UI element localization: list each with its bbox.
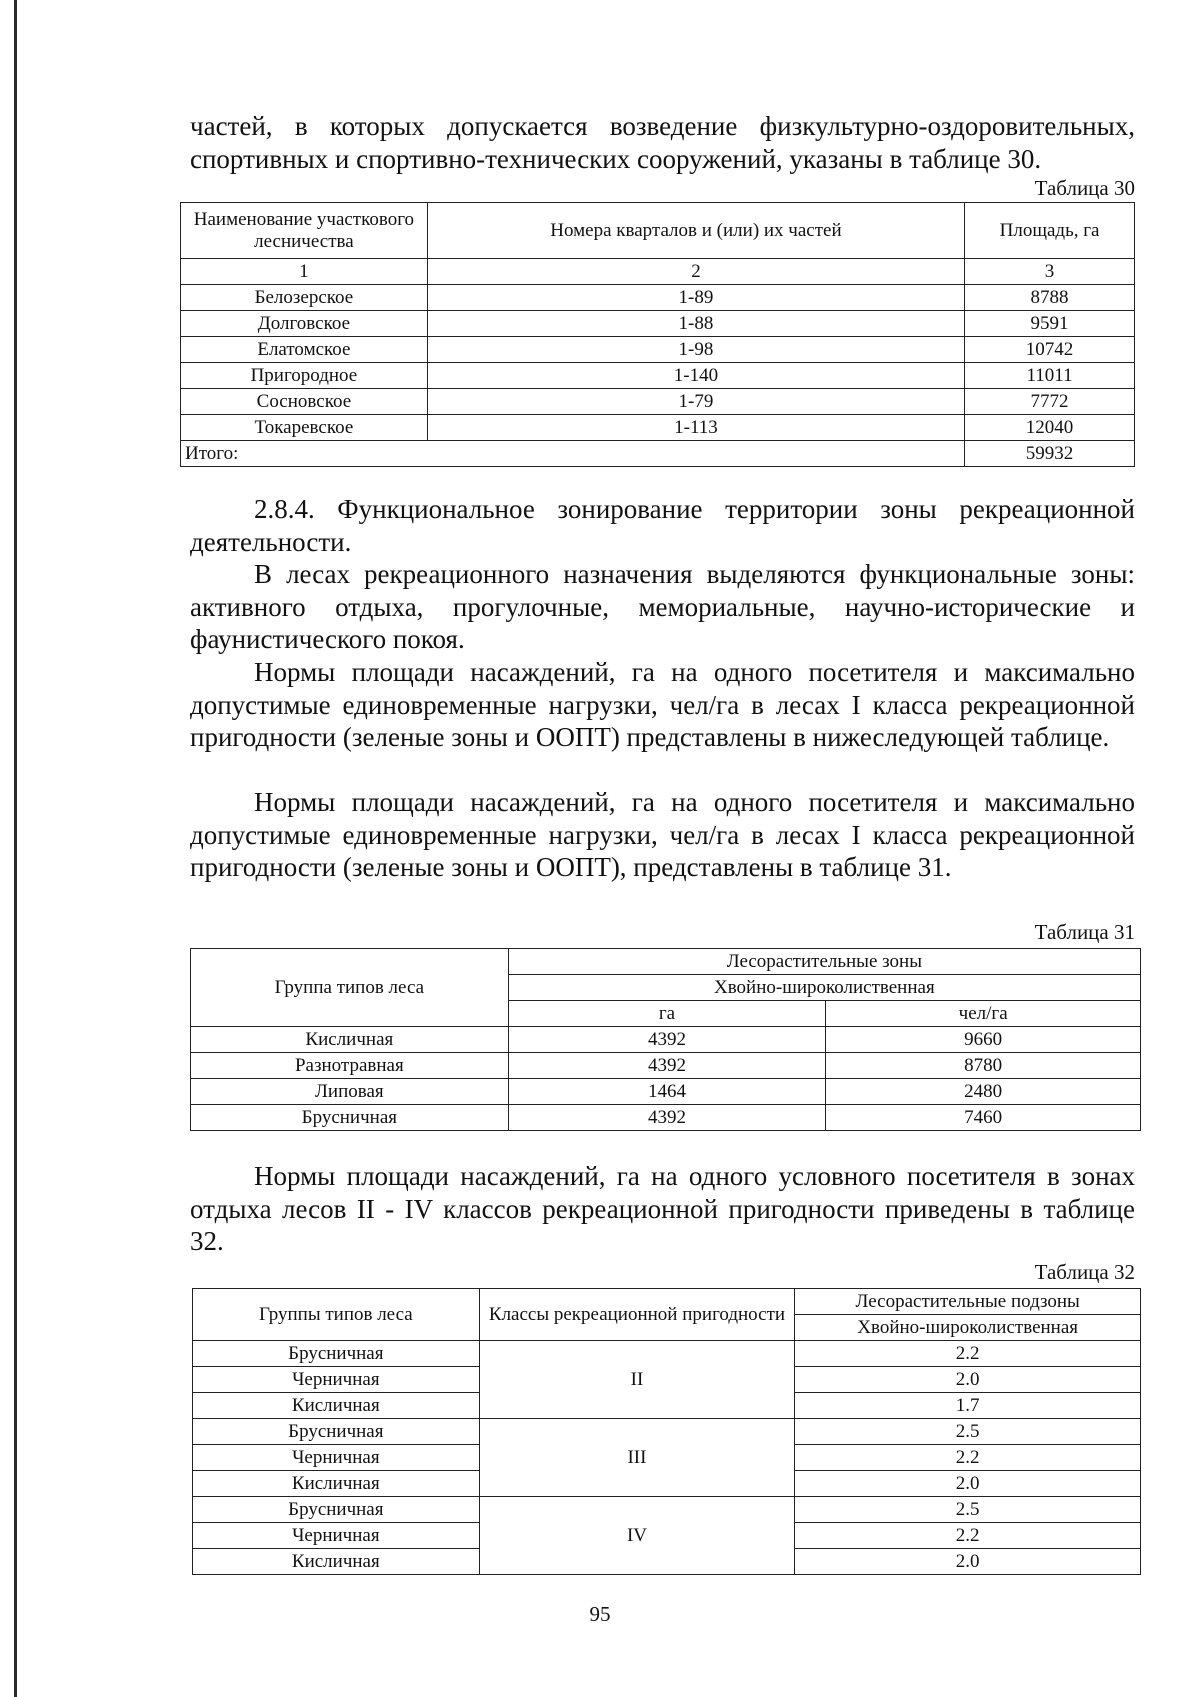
column-number: 1 — [181, 259, 428, 285]
norm-value: 2.2 — [795, 1341, 1141, 1367]
header-cell: Площадь, га — [965, 203, 1135, 259]
forest-type: Черничная — [193, 1523, 480, 1549]
forest-type: Брусничная — [193, 1497, 480, 1523]
norm-value: 2.5 — [795, 1497, 1141, 1523]
table-31-caption: Таблица 31 — [1034, 920, 1135, 944]
load-norm: 8780 — [826, 1053, 1141, 1079]
forest-type: Брусничная — [193, 1341, 480, 1367]
forest-type: Кисличная — [193, 1549, 480, 1575]
total-value: 59932 — [965, 441, 1135, 467]
load-norm: 9660 — [826, 1027, 1141, 1053]
paragraph-functional-zones: В лесах рекреационного назначения выделяются функциональные зоны: активного отдыха, прогулочные, мемориальные, научно-исторические и фаунистического покоя. — [190, 559, 1135, 654]
subzone-header: Лесорастительные подзоны — [795, 1289, 1141, 1315]
table-row — [193, 1341, 1141, 1367]
unit-load-header: чел/га — [826, 1001, 1141, 1027]
load-norm: 2480 — [826, 1079, 1141, 1105]
quarter-numbers: 1-79 — [427, 389, 964, 415]
forestry-name: Токаревское — [181, 415, 428, 441]
table-32 — [192, 1288, 1141, 1575]
recreation-class: IV — [479, 1497, 795, 1575]
recreation-class: III — [479, 1419, 795, 1497]
table-32-caption: Таблица 32 — [1034, 1260, 1135, 1284]
forest-type: Разнотравная — [191, 1053, 509, 1079]
total-row — [181, 441, 1135, 467]
forest-type: Черничная — [193, 1367, 480, 1393]
total-label: Итого: — [181, 441, 965, 467]
forestry-name: Елатомское — [181, 337, 428, 363]
area-value: 8788 — [965, 285, 1135, 311]
header-cell: Наименование участкового лесничества — [181, 203, 428, 259]
quarter-numbers: 1-89 — [427, 285, 964, 311]
quarter-numbers: 1-88 — [427, 311, 964, 337]
header-cell: Номера кварталов и (или) их частей — [427, 203, 964, 259]
norm-value: 1.7 — [795, 1393, 1141, 1419]
class-header: Классы рекреационной пригодности — [479, 1289, 795, 1341]
area-value: 12040 — [965, 415, 1135, 441]
group-header: Группа типов леса — [191, 949, 509, 1027]
norm-value: 2.5 — [795, 1419, 1141, 1445]
area-norm: 4392 — [508, 1105, 826, 1131]
column-number: 3 — [965, 259, 1135, 285]
area-value: 7772 — [965, 389, 1135, 415]
subzone-header: Хвойно-широколиственная — [508, 975, 1140, 1001]
paragraph-norms-1: Нормы площади насаждений, га на одного посетителя и максимально допустимые единовременные нагрузки, чел/га в лесах I класса рекреационной пригодности (зеленые зоны и ООПТ) представлены в нижеследующей таблице. — [190, 657, 1135, 752]
table-30 — [180, 202, 1135, 467]
table-row — [191, 1105, 1141, 1131]
table-31 — [190, 948, 1141, 1131]
forest-type: Кисличная — [191, 1027, 509, 1053]
quarter-numbers: 1-113 — [427, 415, 964, 441]
table-row — [193, 1419, 1141, 1445]
forest-type: Брусничная — [193, 1419, 480, 1445]
norm-value: 2.2 — [795, 1445, 1141, 1471]
column-number: 2 — [427, 259, 964, 285]
table-row — [191, 1079, 1141, 1105]
table-row — [181, 285, 1135, 311]
paragraph-norms-2: Нормы площади насаждений, га на одного посетителя и максимально допустимые единовременные нагрузки, чел/га в лесах I класса рекреационной пригодности (зеленые зоны и ООПТ), представлены в таблице 31. — [190, 787, 1135, 882]
paragraph-norms-3: Нормы площади насаждений, га на одного условного посетителя в зонах отдыха лесов II - IV классов рекреационной пригодности приведены в таблице 32. — [190, 1161, 1135, 1256]
table-header-row — [193, 1289, 1141, 1315]
section-heading-2-8-4: 2.8.4. Функциональное зонирование территории зоны рекреационной деятельности. — [190, 494, 1135, 557]
forest-type: Кисличная — [193, 1393, 480, 1419]
subzone-name: Хвойно-широколиственная — [795, 1315, 1141, 1341]
area-value: 10742 — [965, 337, 1135, 363]
norm-value: 2.0 — [795, 1549, 1141, 1575]
forest-type: Черничная — [193, 1445, 480, 1471]
unit-ha-header: га — [508, 1001, 826, 1027]
forest-type: Кисличная — [193, 1471, 480, 1497]
forest-type: Брусничная — [191, 1105, 509, 1131]
area-value: 11011 — [965, 363, 1135, 389]
table-30-caption: Таблица 30 — [1034, 176, 1135, 200]
recreation-class: II — [479, 1341, 795, 1419]
norm-value: 2.0 — [795, 1471, 1141, 1497]
column-number-row — [181, 259, 1135, 285]
forest-type: Липовая — [191, 1079, 509, 1105]
load-norm: 7460 — [826, 1105, 1141, 1131]
group-header: Группы типов леса — [193, 1289, 480, 1341]
quarter-numbers: 1-140 — [427, 363, 964, 389]
table-header-row — [191, 949, 1141, 975]
norm-value: 2.0 — [795, 1367, 1141, 1393]
table-row — [181, 311, 1135, 337]
forestry-name: Сосновское — [181, 389, 428, 415]
table-row — [181, 363, 1135, 389]
zone-header: Лесорастительные зоны — [508, 949, 1140, 975]
table-header-row — [181, 203, 1135, 259]
norm-value: 2.2 — [795, 1523, 1141, 1549]
area-norm: 4392 — [508, 1027, 826, 1053]
forestry-name: Долговское — [181, 311, 428, 337]
forestry-name: Пригородное — [181, 363, 428, 389]
quarter-numbers: 1-98 — [427, 337, 964, 363]
area-norm: 4392 — [508, 1053, 826, 1079]
table-row — [191, 1053, 1141, 1079]
paragraph-intro: частей, в которых допускается возведение физкультурно-оздоровительных, спортивных и спортивно-технических сооружений, указаны в таблице 30. — [190, 111, 1135, 174]
page-number: 95 — [589, 1602, 611, 1626]
table-row — [181, 415, 1135, 441]
table-row — [191, 1027, 1141, 1053]
area-value: 9591 — [965, 311, 1135, 337]
scan-edge-line — [14, 0, 17, 1697]
forestry-name: Белозерское — [181, 285, 428, 311]
area-norm: 1464 — [508, 1079, 826, 1105]
table-row — [181, 389, 1135, 415]
table-row — [193, 1497, 1141, 1523]
table-row — [181, 337, 1135, 363]
